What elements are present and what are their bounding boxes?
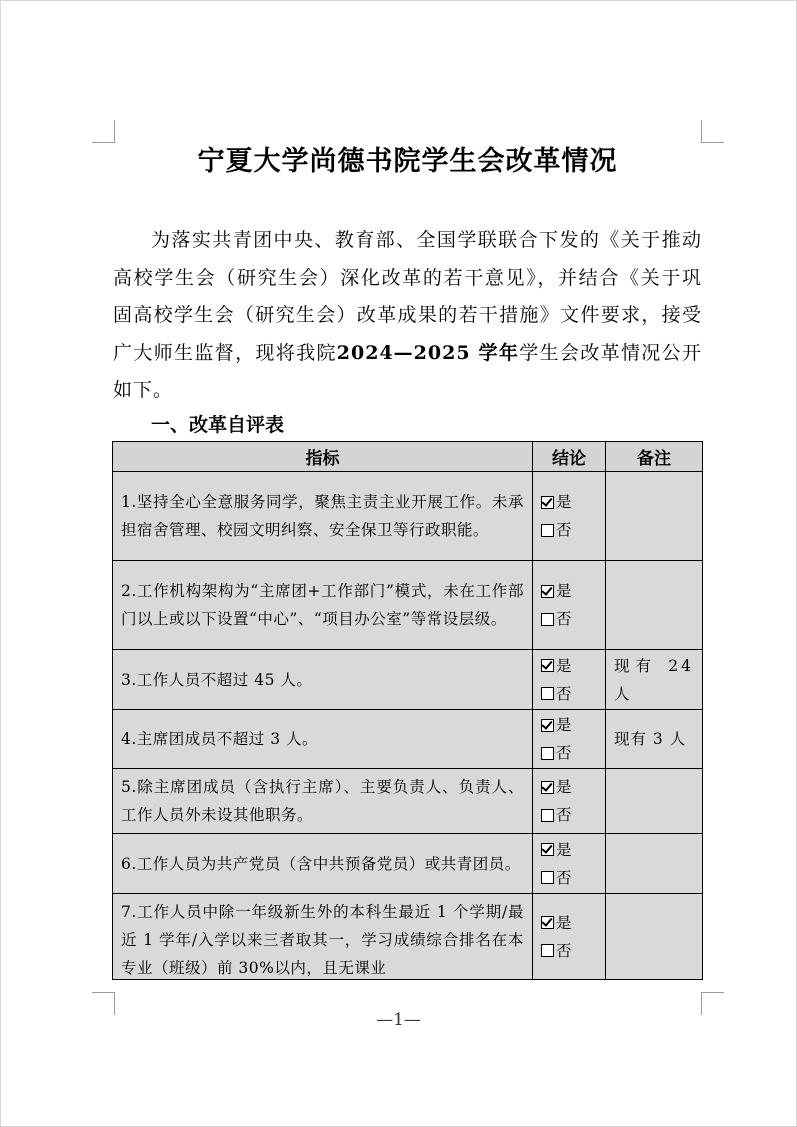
table-row — [113, 650, 703, 710]
yes-label: 是 — [556, 493, 572, 511]
conclusion-cell — [533, 650, 606, 710]
table-row — [113, 769, 703, 834]
crop-mark-top-left — [92, 120, 115, 143]
indicator-cell — [113, 834, 533, 894]
option-no — [541, 739, 605, 767]
document-title: 宁夏大学尚德书院学生会改革情况 — [197, 146, 618, 177]
table-body — [113, 472, 703, 980]
no-label: 否 — [556, 868, 572, 887]
note-cell — [606, 834, 703, 894]
indicator-text: 4.主席团成员不超过 3 人。 — [121, 730, 319, 748]
table-row — [113, 894, 703, 980]
intro-text-2: 学生会改革情况公开如下。 — [113, 341, 702, 401]
table-row — [113, 561, 703, 650]
intro-academic-year: 2024—2025 学年 — [336, 341, 520, 364]
note-cell — [606, 710, 703, 769]
indicator-cell — [113, 894, 533, 980]
indicator-text: 3.工作人员不超过 45 人。 — [121, 670, 313, 689]
option-no — [541, 801, 605, 829]
checked-box-icon — [541, 916, 554, 929]
option-yes — [541, 652, 605, 680]
note-text: 现有 3 人 — [614, 730, 687, 748]
empty-box-icon — [541, 687, 554, 700]
no-label: 否 — [556, 806, 572, 824]
option-no — [541, 605, 605, 633]
no-label: 否 — [556, 744, 572, 762]
indicator-cell — [113, 769, 533, 834]
empty-box-icon — [541, 747, 554, 760]
table-row — [113, 472, 703, 561]
yes-label: 是 — [556, 582, 572, 600]
option-yes — [541, 577, 605, 605]
yes-label: 是 — [556, 656, 572, 675]
option-no — [541, 937, 605, 965]
option-no — [541, 516, 605, 544]
no-label: 否 — [556, 941, 572, 960]
conclusion-cell — [533, 894, 606, 980]
note-cell — [606, 561, 703, 650]
option-yes — [541, 488, 605, 516]
no-label: 否 — [556, 521, 572, 539]
option-no — [541, 680, 605, 708]
indicator-text: 7.工作人员中除一年级新生外的本科生最近 1 个学期/最近 1 学年/入学以来三者取其一，学习成绩综合排名在本专业（班级）前 30%以内，且无课业 — [121, 903, 524, 977]
checked-box-icon — [541, 659, 554, 672]
header-indicator: 指标 — [113, 442, 533, 472]
reform-self-evaluation-table — [112, 441, 703, 980]
page-number: —1— — [376, 1010, 421, 1030]
section-heading: 一、改革自评表 — [151, 414, 285, 436]
intro-paragraph — [113, 222, 702, 410]
yes-label: 是 — [556, 778, 572, 796]
indicator-cell — [113, 710, 533, 769]
option-yes — [541, 711, 605, 739]
checked-box-icon — [541, 843, 554, 856]
indicator-cell — [113, 472, 533, 561]
yes-label: 是 — [556, 840, 572, 859]
option-yes — [541, 773, 605, 801]
yes-label: 是 — [556, 716, 572, 734]
conclusion-cell — [533, 710, 606, 769]
intro-text-1: 为落实共青团中央、教育部、全国学联联合下发的《关于推动高校学生会（研究生会）深化改革的若干意见》，并结合《关于巩固高校学生会（研究生会）改革成果的若干措施》文件要求，接受广大师生监督，现将我院 — [113, 229, 702, 364]
checked-box-icon — [541, 585, 554, 598]
indicator-text: 5.除主席团成员（含执行主席）、主要负责人、负责人、工作人员外未设其他职务。 — [121, 778, 524, 824]
note-cell — [606, 650, 703, 710]
option-no — [541, 864, 605, 892]
checked-box-icon — [541, 719, 554, 732]
note-cell — [606, 472, 703, 561]
empty-box-icon — [541, 944, 554, 957]
table-row — [113, 834, 703, 894]
empty-box-icon — [541, 871, 554, 884]
indicator-text: 6.工作人员为共产党员（含中共预备党员）或共青团员。 — [121, 854, 521, 873]
option-yes — [541, 909, 605, 937]
empty-box-icon — [541, 524, 554, 537]
table-row — [113, 710, 703, 769]
indicator-text: 1.坚持全心全意服务同学，聚焦主责主业开展工作。未承担宿舍管理、校园文明纠察、安全保卫等行政职能。 — [121, 493, 524, 539]
indicator-cell — [113, 650, 533, 710]
conclusion-cell — [533, 561, 606, 650]
checked-box-icon — [541, 781, 554, 794]
empty-box-icon — [541, 809, 554, 822]
conclusion-cell — [533, 834, 606, 894]
conclusion-cell — [533, 472, 606, 561]
checked-box-icon — [541, 496, 554, 509]
empty-box-icon — [541, 613, 554, 626]
option-yes — [541, 836, 605, 864]
note-cell — [606, 894, 703, 980]
indicator-text: 2.工作机构架构为“主席团+工作部门”模式，未在工作部门以上或以下设置“中心”、“项目办公室”等常设层级。 — [121, 582, 524, 628]
note-text: 现有 24 人 — [614, 656, 694, 703]
crop-mark-top-right — [701, 120, 724, 143]
conclusion-cell — [533, 769, 606, 834]
header-conclusion: 结论 — [533, 442, 606, 472]
indicator-cell — [113, 561, 533, 650]
header-note: 备注 — [606, 442, 703, 472]
note-cell — [606, 769, 703, 834]
yes-label: 是 — [556, 913, 572, 932]
table-header-row — [113, 442, 703, 472]
no-label: 否 — [556, 610, 572, 628]
no-label: 否 — [556, 684, 572, 703]
